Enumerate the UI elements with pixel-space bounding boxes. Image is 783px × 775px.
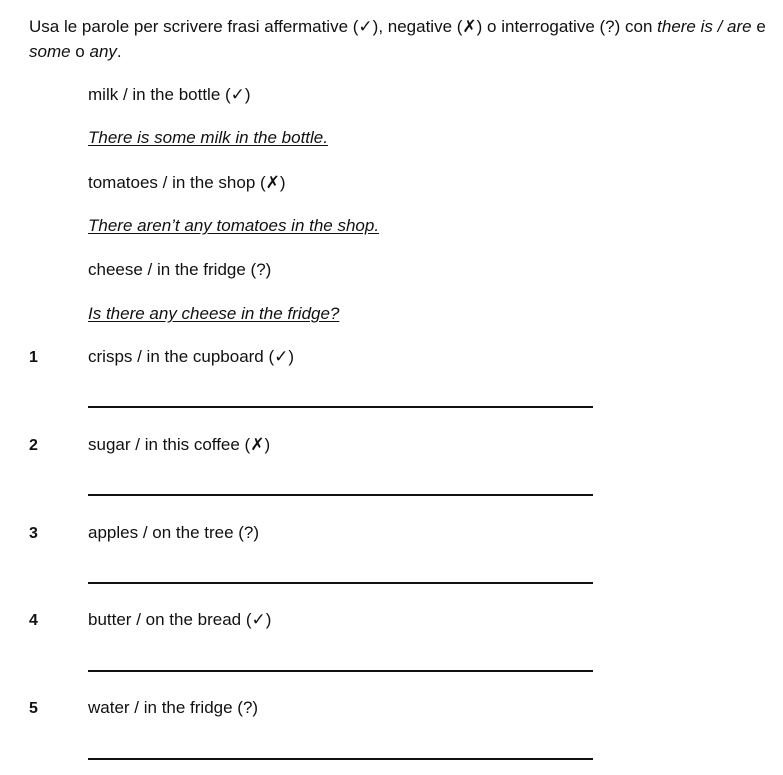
keyword-are: / are — [712, 17, 752, 36]
exercise-number: 2 — [29, 437, 38, 454]
example-answer: There aren’t any tomatoes in the shop. — [88, 216, 380, 235]
exercise-number: 5 — [29, 700, 38, 717]
exercise-number: 4 — [29, 612, 38, 629]
example-prompt: milk / in the bottle (✓) — [88, 85, 251, 104]
keyword-any: any — [89, 42, 117, 61]
exercise-prompt: crisps / in the cupboard (✓) — [88, 347, 295, 366]
example-answer: Is there any cheese in the fridge? — [88, 304, 340, 323]
exercise-prompt: apples / on the tree (?) — [88, 523, 260, 542]
answer-blank-line[interactable] — [88, 758, 593, 760]
instructions-text-4: . — [116, 42, 122, 61]
exercise-prompt: butter / on the bread (✓) — [88, 610, 272, 629]
answer-blank-line[interactable] — [88, 670, 593, 672]
exercise-number: 1 — [29, 349, 38, 366]
keyword-there-is: there is — [657, 17, 713, 36]
example-answer: There is some milk in the bottle. — [88, 128, 328, 147]
instructions — [29, 14, 774, 64]
example-prompt: cheese / in the fridge (?) — [88, 260, 272, 279]
instructions-text-3: o — [70, 42, 90, 61]
answer-blank-line[interactable] — [88, 406, 593, 408]
exercise-prompt: sugar / in this coffee (✗) — [88, 435, 271, 454]
exercise-prompt: water / in the fridge (?) — [88, 698, 259, 717]
keyword-some: some — [29, 42, 71, 61]
exercise-number: 3 — [29, 525, 38, 542]
instructions-text-2: e — [751, 17, 766, 36]
example-prompt: tomatoes / in the shop (✗) — [88, 173, 286, 192]
answer-blank-line[interactable] — [88, 494, 593, 496]
instructions-text-1: Usa le parole per scrivere frasi affermative (✓), negative (✗) o interrogative (?) con — [29, 17, 658, 36]
answer-blank-line[interactable] — [88, 582, 593, 584]
